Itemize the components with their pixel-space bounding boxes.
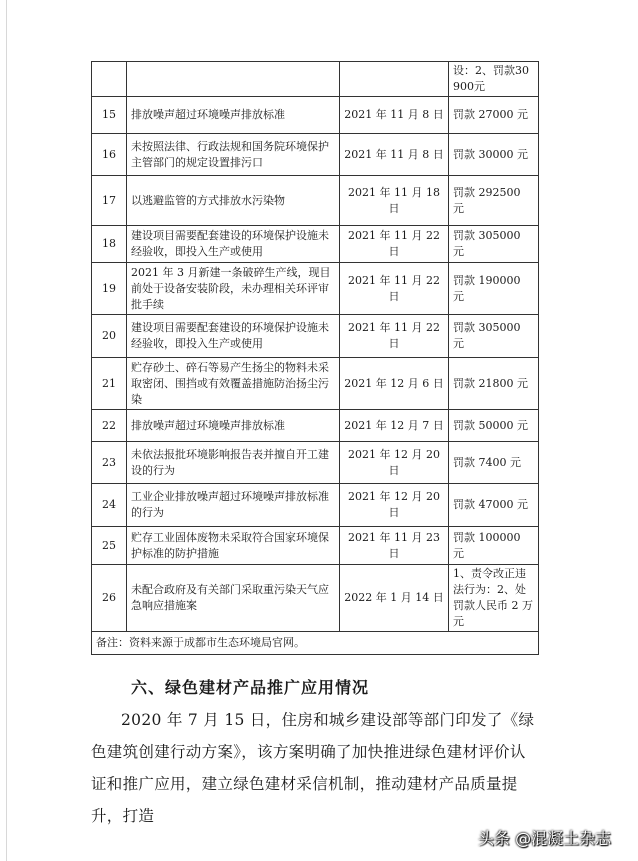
- table-row: [92, 176, 539, 226]
- penalty-cell: 设：2、罚款30900元: [449, 62, 539, 97]
- penalty-cell: 罚款 190000 元: [449, 263, 539, 315]
- row-number-cell: 21: [92, 358, 127, 410]
- table-row: [92, 358, 539, 410]
- date-cell: 2022 年 1 月 14 日: [340, 565, 449, 632]
- date-cell: 2021 年 11 月 22 日: [340, 263, 449, 315]
- penalty-cell: 罚款 305000 元: [449, 226, 539, 263]
- violation-cell: 建设项目需要配套建设的环境保护设施未经验收，即投入生产或使用: [127, 226, 340, 263]
- violation-cell: [127, 62, 340, 97]
- table-row: [92, 226, 539, 263]
- violation-cell: 贮存砂土、碎石等易产生扬尘的物料未采取密闭、围挡或有效覆盖措施防治扬尘污染: [127, 358, 340, 410]
- row-number-cell: 15: [92, 97, 127, 134]
- table-row: [92, 565, 539, 632]
- date-cell: 2021 年 12 月 6 日: [340, 358, 449, 410]
- penalty-cell: 罚款 100000 元: [449, 527, 539, 565]
- table-row: [92, 97, 539, 134]
- date-cell: 2021 年 11 月 22 日: [340, 226, 449, 263]
- table-row: [92, 134, 539, 176]
- page-edge-line: [6, 0, 7, 861]
- penalty-cell: 罚款 27000 元: [449, 97, 539, 134]
- table-row: [92, 484, 539, 527]
- penalty-cell: 罚款 47000 元: [449, 484, 539, 527]
- penalty-cell: 罚款 292500 元: [449, 176, 539, 226]
- penalty-cell: 罚款 21800 元: [449, 358, 539, 410]
- row-number-cell: 20: [92, 315, 127, 358]
- violation-cell: 建设项目需要配套建设的环境保护设施未经验收，即投入生产或使用: [127, 315, 340, 358]
- penalty-cell: 罚款 7400 元: [449, 442, 539, 484]
- row-number-cell: 26: [92, 565, 127, 632]
- table-row: [92, 527, 539, 565]
- penalty-cell: 罚款 305000 元: [449, 315, 539, 358]
- table-note-row: [92, 632, 539, 655]
- table-row-continued: [92, 62, 539, 97]
- date-cell: [340, 62, 449, 97]
- violation-cell: 2021 年 3 月新建一条破碎生产线，现目前处于设备安装阶段，未办理相关环评审批手续: [127, 263, 340, 315]
- date-cell: 2021 年 11 月 22 日: [340, 315, 449, 358]
- source-watermark: 头条 @混凝土杂志: [478, 829, 612, 848]
- penalty-table: [91, 61, 539, 655]
- body-paragraph-text: 2020 年 7 月 15 日，住房和城乡建设部等部门印发了《绿色建筑创建行动方案》，该方案明确了加快推进绿色建材评价认证和推广应用，建立绿色建材采信机制，推动建材产品质量提升，打造: [91, 711, 535, 825]
- body-paragraph: [91, 704, 541, 832]
- row-number-cell: 17: [92, 176, 127, 226]
- row-number-cell: 25: [92, 527, 127, 565]
- date-cell: 2021 年 11 月 8 日: [340, 134, 449, 176]
- violation-cell: 以逃避监管的方式排放水污染物: [127, 176, 340, 226]
- row-number-cell: [92, 62, 127, 97]
- violation-cell: 贮存工业固体废物未采取符合国家环境保护标准的防护措施: [127, 527, 340, 565]
- date-cell: 2021 年 12 月 20 日: [340, 484, 449, 527]
- section-heading: 六、绿色建材产品推广应用情况: [131, 678, 370, 697]
- violation-cell: 排放噪声超过环境噪声排放标准: [127, 410, 340, 442]
- table-row: [92, 315, 539, 358]
- violation-cell: 排放噪声超过环境噪声排放标准: [127, 97, 340, 134]
- violation-cell: 工业企业排放噪声超过环境噪声排放标准的行为: [127, 484, 340, 527]
- row-number-cell: 23: [92, 442, 127, 484]
- penalty-cell: 罚款 50000 元: [449, 410, 539, 442]
- date-cell: 2021 年 11 月 18 日: [340, 176, 449, 226]
- penalty-cell: 1、责令改正违法行为：2、处罚款人民币 2 万元: [449, 565, 539, 632]
- date-cell: 2021 年 12 月 20 日: [340, 442, 449, 484]
- date-cell: 2021 年 11 月 8 日: [340, 97, 449, 134]
- penalty-cell: 罚款 30000 元: [449, 134, 539, 176]
- table-row: [92, 263, 539, 315]
- violation-cell: 未依法报批环境影响报告表并擅自开工建设的行为: [127, 442, 340, 484]
- date-cell: 2021 年 11 月 23 日: [340, 527, 449, 565]
- row-number-cell: 24: [92, 484, 127, 527]
- date-cell: 2021 年 12 月 7 日: [340, 410, 449, 442]
- table-row: [92, 442, 539, 484]
- violation-cell: 未按照法律、行政法规和国务院环境保护主管部门的规定设置排污口: [127, 134, 340, 176]
- row-number-cell: 18: [92, 226, 127, 263]
- row-number-cell: 22: [92, 410, 127, 442]
- row-number-cell: 16: [92, 134, 127, 176]
- violation-cell: 未配合政府及有关部门采取重污染天气应急响应措施案: [127, 565, 340, 632]
- row-number-cell: 19: [92, 263, 127, 315]
- table-row: [92, 410, 539, 442]
- table-note: 备注：资料来源于成都市生态环境局官网。: [92, 632, 539, 655]
